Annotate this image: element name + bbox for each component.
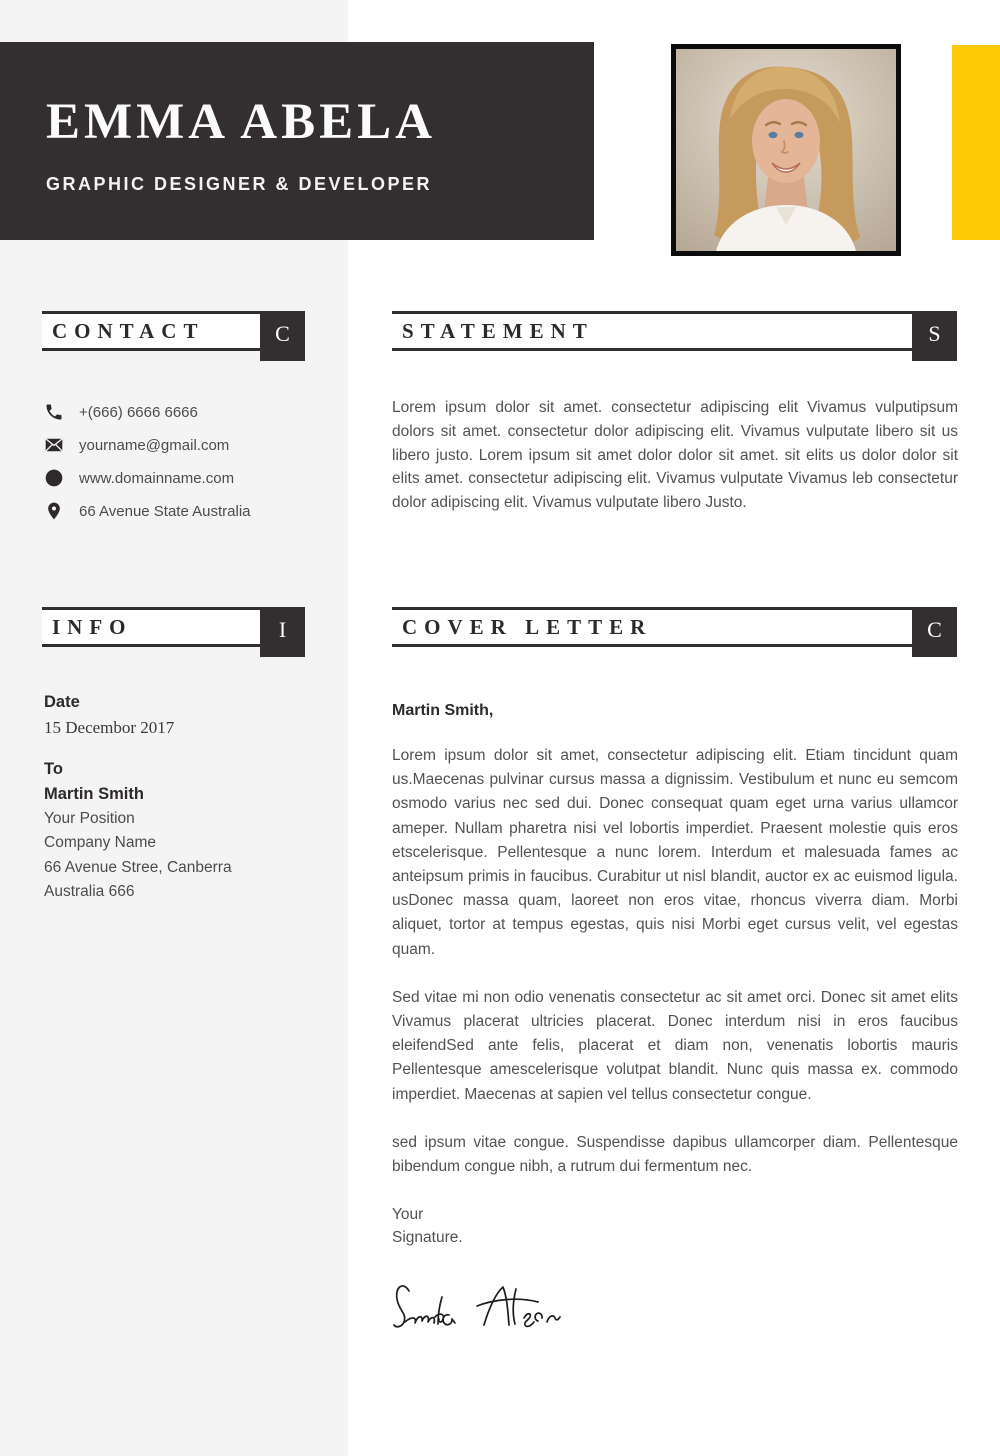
contact-row-phone (44, 402, 324, 422)
phone-number: +(666) 6666 6666 (79, 403, 198, 421)
profile-photo (671, 44, 901, 256)
phone-icon (44, 402, 64, 422)
cover-letter-section-header (392, 607, 957, 647)
cover-letter-paragraph-1: Lorem ipsum dolor sit amet, consectetur adipiscing elit. Etiam tincidunt quam us.Maecenas pulvinar cursus massa a dignissim. Vestibulum et nunc eu semcom osmodo varius nec sed dui. Donec consequat quam eget urna varius ullamcor ameper. Nullam pharetra nisi vel lobortis imperdiet. Praesent molestie quis eros etscelerisque. Pellentesque a nunc lorem. Interdum et malesuada fames ac anteipsum primis in faucibus. Curabitur ut nisl blandit, auctor ex ac euismod ligula. usDonec massa quam, laoreet non eros vitae, rhoncus viverra diam. Morbi aliquet, tortor at tempus egestas, quis nisi Morbi eget cursus velit, vel egestas quam. (392, 747, 958, 958)
info-block (44, 690, 324, 905)
recipient-address-line1: 66 Avenue Stree, Canberra (44, 858, 232, 876)
header-banner (0, 42, 594, 240)
cover-letter-title: COVER LETTER (402, 615, 653, 639)
contact-initial-badge: C (260, 311, 305, 361)
closing-line-1: Your (392, 1206, 424, 1224)
recipient-name: Martin Smith (44, 785, 144, 803)
email-icon (44, 435, 64, 455)
yellow-accent-block (952, 45, 1000, 240)
postal-address: 66 Avenue State Australia (79, 502, 251, 520)
portrait-illustration (676, 49, 896, 251)
recipient-position: Your Position (44, 809, 135, 827)
info-initial-badge: I (260, 607, 305, 657)
contact-row-address (44, 501, 324, 521)
email-address[interactable]: yourname@gmail.com (79, 436, 230, 454)
recipient-address-line2: Australia 666 (44, 883, 135, 900)
statement-initial-badge: S (912, 311, 957, 361)
date-label: Date (44, 693, 80, 711)
date-value: 15 Decembor 2017 (44, 718, 175, 737)
cover-letter-paragraph-2: Sed vitae mi non odio venenatis consectetur ac sit amet orci. Donec sit amet elits Vivamus placerat ultricies placerat. Donec interdum nisi in eros faucibus eleifendSed ante felis, placerat et diam non, venenatis lobortis mauris Pellentesque amescelerisque volutpat blandit. Nunc quis massa ex. commodo imperdiet. Maecenas at sapien vel tellus consectetur congue. (392, 988, 958, 1103)
contact-list (44, 402, 324, 534)
website-url[interactable]: www.domainname.com (79, 469, 235, 487)
cover-letter-body (392, 702, 958, 1337)
to-label: To (44, 760, 63, 778)
contact-row-email (44, 435, 324, 455)
location-icon (44, 501, 64, 521)
contact-title: CONTACT (52, 319, 205, 343)
closing-line-2: Signature. (392, 1229, 463, 1247)
statement-paragraph: Lorem ipsum dolor sit amet. consectetur adipiscing elit Vivamus vulputipsum dolors sit amet. consectetur dolor adipiscing elit. Vivamus vulputate libero sit us libero justo. Lorem ipsum sit amet dolor dolor sit amet. sit elits us dolor dolor sit elits amet. consectetur adipiscing elit. Vivamus vulputate Vivamus leb consectetur dolor adipiscing elit. Vivamus vulputate libero Justo. (392, 399, 958, 512)
statement-section-header (392, 311, 957, 351)
contact-section-header (42, 311, 305, 351)
statement-title: STATEMENT (402, 319, 594, 343)
cover-letter-greeting: Martin Smith, (392, 702, 494, 719)
globe-icon (44, 468, 64, 488)
recipient-company: Company Name (44, 834, 156, 851)
handwritten-signature (392, 1275, 577, 1337)
info-section-header (42, 607, 305, 647)
cover-letter-initial-badge: C (912, 607, 957, 657)
info-title: INFO (52, 615, 133, 639)
contact-row-website (44, 468, 324, 488)
person-job-title: GRAPHIC DESIGNER & DEVELOPER (46, 174, 433, 194)
cover-letter-paragraph-3: sed ipsum vitae congue. Suspendisse dapibus ullamcorper diam. Pellentesque bibendum congue nibh, a rutrum dui fermentum nec. (392, 1133, 958, 1176)
person-name: EMMA ABELA (46, 94, 436, 150)
